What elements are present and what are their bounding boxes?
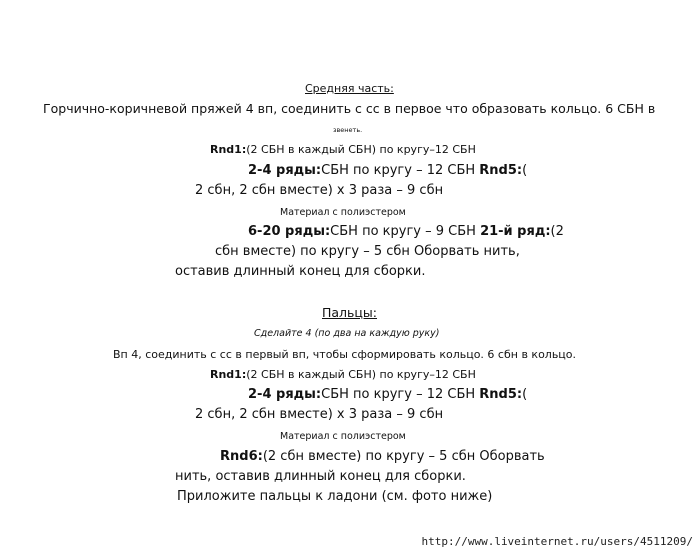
fingers-rows24-line — [248, 388, 527, 401]
middle-row21-cont: сбн вместе) по кругу – 5 сбн Оборвать нить, — [215, 244, 520, 259]
fingers-rnd5-text: ( — [522, 387, 528, 402]
middle-rows24-label: 2-4 ряды: — [248, 163, 322, 178]
fingers-heading: Пальцы: — [322, 305, 378, 320]
middle-rnd1-text: (2 СБН в каждый СБН) по кругу–12 СБН — [246, 143, 476, 156]
fingers-rnd6-line — [220, 450, 545, 463]
middle-material-note: Материал с полиэстером — [280, 207, 406, 218]
middle-heading: Средняя часть: — [305, 82, 394, 95]
fingers-material-note: Материал с полиэстером — [280, 431, 406, 442]
middle-rows620-label: 6-20 ряды: — [248, 224, 331, 239]
watermark-url: http://www.liveinternet.ru/users/4511209/ — [421, 535, 693, 548]
fingers-subheading: Сделайте 4 (по два на каждую руку) — [254, 328, 440, 339]
fingers-rnd6-text: (2 сбн вместе) по кругу – 5 сбн Оборвать — [262, 449, 545, 464]
middle-rows24-text: СБН по кругу – 12 СБН — [321, 163, 480, 178]
fingers-attach-note: Приложите пальцы к ладони (см. фото ниже) — [177, 489, 493, 504]
fingers-rnd1-text: (2 СБН в каждый СБН) по кругу–12 СБН — [246, 368, 476, 381]
middle-row21-label: 21-й ряд: — [480, 224, 551, 239]
fingers-rnd1-label: Rnd1: — [210, 368, 247, 381]
middle-intro-tail: звенеть. — [333, 126, 363, 134]
middle-row21-text: (2 — [550, 224, 564, 239]
middle-rows24-line — [248, 164, 527, 177]
middle-row21-end: оставив длинный конец для сборки. — [175, 264, 426, 279]
fingers-rnd1-line — [210, 369, 476, 380]
fingers-intro: Вп 4, соединить с сс в первый вп, чтобы сформировать кольцо. 6 сбн в кольцо. — [113, 348, 577, 361]
middle-rows620-line — [248, 225, 564, 238]
fingers-rows24-label: 2-4 ряды: — [248, 387, 322, 402]
middle-rows620-text: СБН по кругу – 9 СБН — [330, 224, 481, 239]
fingers-rows24-text: СБН по кругу – 12 СБН — [321, 387, 480, 402]
middle-rnd1-line — [210, 144, 476, 155]
middle-rnd5-label: Rnd5: — [479, 163, 523, 178]
fingers-rnd6-label: Rnd6: — [220, 449, 263, 464]
middle-intro: Горчично-коричневой пряжей 4 вп, соединить с сс в первое что образовать кольцо. 6 СБН в — [43, 101, 656, 116]
fingers-rnd5-cont: 2 сбн, 2 сбн вместе) х 3 раза – 9 сбн — [195, 407, 444, 422]
middle-rnd5-cont: 2 сбн, 2 сбн вместе) х 3 раза – 9 сбн — [195, 183, 444, 198]
fingers-rnd5-label: Rnd5: — [479, 387, 523, 402]
middle-rnd1-label: Rnd1: — [210, 143, 247, 156]
fingers-rnd6-cont: нить, оставив длинный конец для сборки. — [175, 469, 466, 484]
middle-rnd5-text: ( — [522, 163, 528, 178]
